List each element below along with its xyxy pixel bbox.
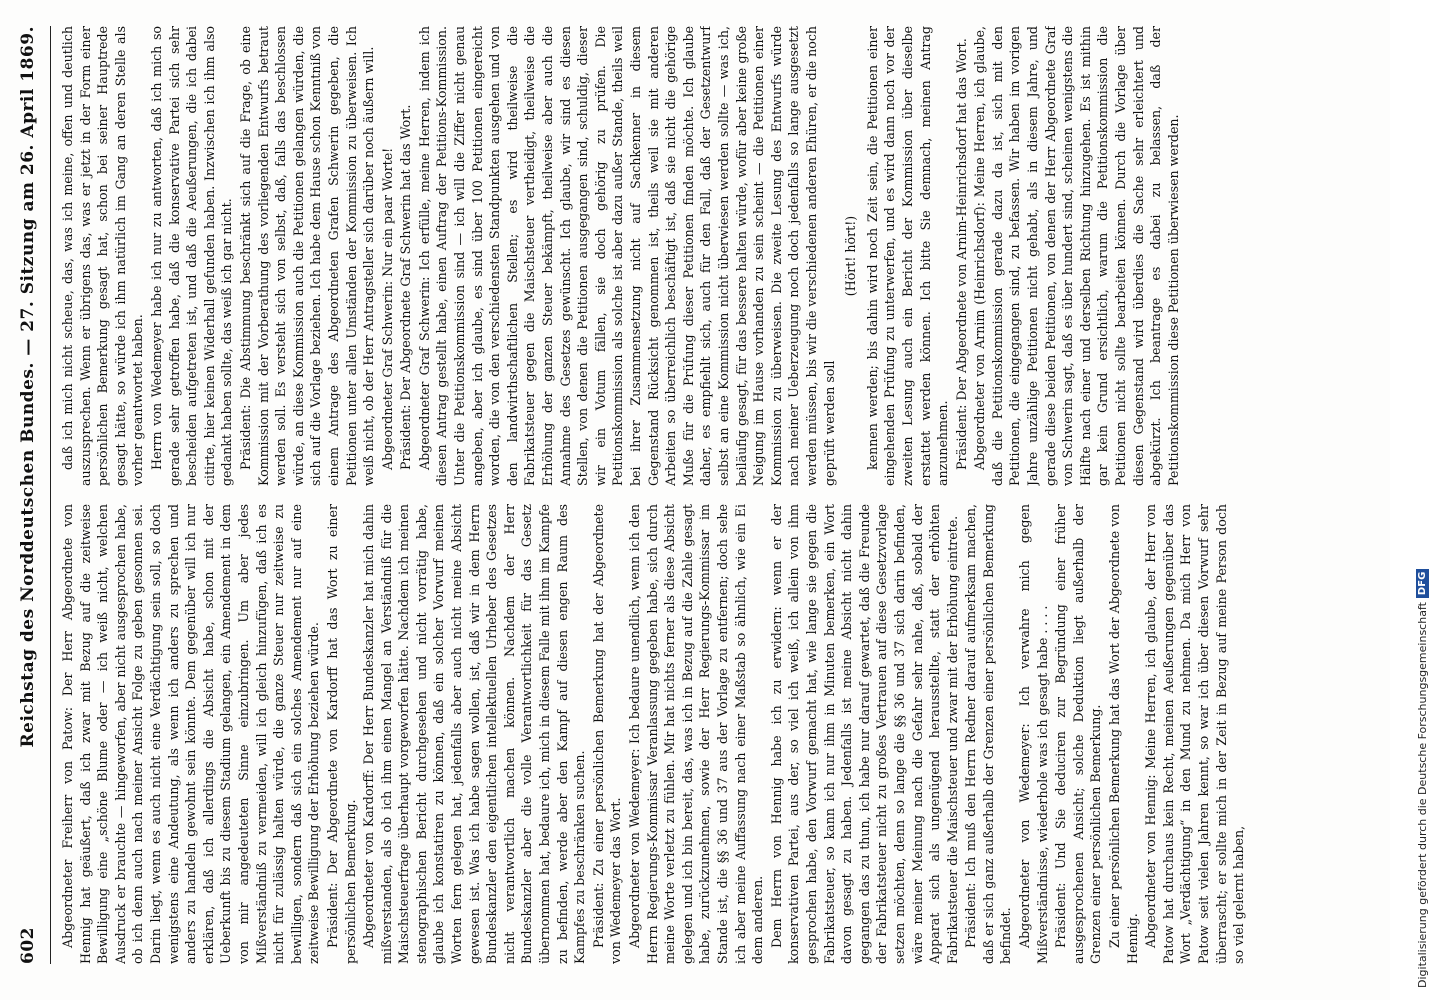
dfg-logo: DFG	[1416, 569, 1429, 598]
paragraph: Zu einer persönlichen Bemerkung hat das Wort der Abgeordnete von Hennig.	[1107, 504, 1140, 964]
text-columns	[59, 26, 1379, 964]
paragraph: Abgeordneter von Wedemeyer: Ich verwahre mich gegen Mißverständnisse, wiederhole was ich gesagt habe . . . .	[1017, 504, 1050, 964]
paragraph: Abgeordneter von Hennig: Meine Herren, ich glaube, der Herr von Patow hat durchaus kein Recht, meinen Aeußerungen gegenüber das Wort „Verdächtigung“ in den Mund zu nehmen. Da mich Herr von Patow seit vielen Jahren kennt, so war ich über diesen Vorwurf sehr überrascht; er sollte mich in der Zeit in Bezug auf meine Person doch so viel gelernt haben,	[1143, 504, 1247, 964]
paragraph: kennen werden; bis dahin wird noch Zeit sein, die Petitionen einer eingehenden Prüfung zu unterwerfen, und es wird dann noch vor der zweiten Lesung auch ein Bericht der Kommission über dieselbe erstattet werden können. Ich bitte Sie demnach, meinen Antrag anzunehmen.	[864, 26, 951, 486]
paragraph: Präsident: Zu einer persönlichen Bemerkung hat der Abgeordnete von Wedemeyer das Wort.	[590, 504, 624, 964]
credit-text: Digitalisierung gefördert durch die Deutsche Forschungsgemeinschaft	[1416, 602, 1429, 988]
paragraph: Abgeordneter von Arnim (Heinrichsdorf): Meine Herren, ich glaube, daß die Petitionskommission gerade dazu da ist, sich mit den Petitionen, die eingegangen sind, zu befassen. Wir haben im vorigen Jahre unzählige Petitionen nicht gehabt, als in diesem Jahre, und gerade diese beiden Petitionen, von denen der Herr Abgeordnete Graf von Schwerin sagt, daß es über hundert sind, scheinen wenigstens die Hälfte nach einer und derselben Richtung hinzugehen. Es ist mithin gar kein Grund ersichtlich, warum die Petitionskommission die Petitionen nicht sollte bearbeiten können. Durch die Vorlage über diesen Gegenstand wird überdies die Sache sehr erleichtert und abgekürzt. Ich beantrage es dabei zu belassen, daß der Petitionskommission diese Petitionen überwiesen werden.	[972, 26, 1181, 486]
running-title: Reichstag des Norddeutschen Bundes. — 27. Sitzung am 26. April 1869.	[18, 26, 38, 748]
digitization-credit	[1414, 0, 1432, 1000]
page-number: 602	[18, 927, 38, 964]
paragraph: Abgeordneter Graf Schwerin: Ich erfülle, meine Herren, indem ich diesen Antrag gestellt habe, einen Auftrag der Petitions-Kommission. Unter die Petitionskommission sind — ich will die Ziffer nicht genau angeben, aber ich glaube, es sind über 100 Petitionen eingereicht worden, die von den verschiedensten Standpunkten ausgehen und von den landwirthschaftlichen Stellen; es wird theilweise die Fabrikatsteuer gegen die Maischsteuer vertheidigt, theilweise die Erhöhung der ganzen Steuer bekämpft, theilweise aber auch die Annahme des Gesetzes gewünscht. Ich glaube, wir sind es diesen Stellen, von denen die Petitionen ausgegangen sind, schuldig, dieser wir ein Votum fällen, sie doch gehörig zu prüfen. Die Petitionskommission als solche ist aber dazu außer Stande, theils weil bei ihrer Zusammensetzung nicht auf Sachkenner in diesem Gegenstand Rücksicht genommen ist, theils weil sie mit anderen Arbeiten so überreichlich beschäftigt ist, daß sie nicht die gehörige Muße für die Prüfung dieser Petitionen finden möchte. Ich glaube daher, es empfiehlt sich, auch für den Fall, daß der Gesetzentwurf selbst an eine Kommission nicht überwiesen werden sollte — was ich, beiläufig gesagt, für das bessere halten würde, wofür aber keine große Neigung im Hause vorhanden zu sein scheint — die Petitionen einer Kommission zu überweisen. Die zweite Lesung des Entwurfs würde nach meiner Ueberzeugung noch doch jedenfalls so lange ausgesetzt werden müssen, bis wir die verschiedenen anderen Ehüren, er die noch geprüft werden soll	[416, 26, 837, 486]
paragraph: Abgeordneter Graf Schwerin: Nur ein paar Worte!	[379, 147, 395, 470]
paragraph: Herrn von Wedemeyer habe ich nur zu antworten, daß ich mich so gerade sehr getroffen habe, daß die konservative Partei sich sehr bescheiden aufgetreten ist, und daß die Aeußerungen, die ich dabei citirte, hier keinen Widerhall gefunden haben. Inzwischen ich ihm also gedankt haben sollte, das weiß ich gar nicht.	[148, 26, 235, 486]
paragraph: Präsident: Der Abgeordnete von Arnim-Heinrichsdorf hat das Wort.	[953, 38, 969, 470]
column-left	[59, 504, 1379, 964]
paragraph: Präsident: Die Abstimmung beschränkt sich auf die Frage, ob eine Kommission mit der Vorberathung des vorliegenden Entwurfs betraut werden soll. Es versteht sich von selbst, daß, falls das beschlossen würde, an diese Kommission auch die Petitionen gelangen würden, die sich auf die Vorlage beziehen. Ich habe dem Hause schon Kenntniß von einem Antrage des Abgeordneten Grafen Schwerin gegeben, die Petitionen unter allen Umständen der Kommission zu überweisen. Ich weiß nicht, ob der Herr Antragsteller sich darüber noch äußern will.	[237, 26, 377, 486]
column-right	[59, 26, 1379, 486]
paragraph: Abgeordneter von Kardorff: Der Herr Bundeskanzler hat mich dahin mißverstanden, als ob ich ihm einen Mangel an Verständniß für die Maischsteuerfrage überhaupt vorgeworfen hätte. Nachdem ich meinen stenographischen Bericht durchgesehen und nicht vorrätig habe, glaube ich konstatiren zu können, daß ein solcher Vorwurf meinen Worten fern gelegen hat, jedenfalls aber auch nicht meine Absicht gewesen ist. Was ich habe sagen wollen, ist, daß wir in dem Herrn Bundeskanzler den eigentlichen intellektuellen Urheber des Gesetzes nicht verantwortlich machen können. Nachdem der Herr Bundeskanzler aber die volle Verantwortlichkeit für das Gesetz übernommen hat, bedaure ich, mich in diesem Falle mit ihm im Kampfe zu befinden, werde aber den Kampf auf diesen engen Raum des Kampfes zu beschränken suchen.	[361, 504, 588, 964]
paragraph: Abgeordneter Freiherr von Patow: Der Herr Abgeordnete von Hennig hat geäußert, daß ich zwar mit Bezug auf die zeitweise Bewilligung eine „schöne Blume oder — ich weiß nicht, welchen Ausdruck er brauchte — hingeworfen, aber nicht ausgesprochen habe, ob ich denn auch nach meiner Ansicht Folge zu geben gesonnen sei. Darin liegt, wenn es auch nicht eine Verdächtigung sein soll, so doch wenigstens eine Andeutung, als wenn ich anders zu sprechen und anders zu handeln gewohnt sein könnte. Dem gegenüber will ich nur erklären, daß ich allerdings die Absicht habe, schon mit der Ueberkunft bis zu diesem Stadium gelangen, ein Amendement in dem von mir angedeuteten Sinne einzubringen. Um aber jedes Mißverständniß zu vermeiden, will ich gleich hinzufügen, daß ich es nicht für zulässig halten würde, die ganze Steuer nur zeitweise zu bewilligen, sondern daß sich ein solches Amendement nur auf eine zeitweise Bewilligung der Erhöhung beziehen würde.	[60, 504, 322, 964]
paragraph: Präsident: Der Abgeordnete von Kardorff hat das Wort zu einer persönlichen Bemerkung.	[324, 504, 358, 964]
paragraph: Präsident: Der Abgeordnete Graf Schwerin hat das Wort.	[398, 104, 414, 470]
paragraph: daß ich mich nicht scheue, das, was ich meine, offen und deutlich auszusprechen. Wenn er übrigens das, was er jetzt in der Form einer persönlichen Bemerkung gesagt hat, schon bei seiner Hauptrede gesagt hätte, so würde ich ihm natürlich im Gang an deren Stelle als vorher geantwortet haben.	[60, 26, 146, 486]
paragraph: Dem Herrn von Hennig habe ich zu erwidern: wenn er der konservativen Partei, aus der, so viel ich weiß, ich allein von ihm gesprochen habe, den Vorwurf gemacht hat, wie lange sie gegen die Fabrikatsteuer, so kann ich nur ihm in Minuten bemerken, ein Wort davon gesagt zu haben. Jedenfalls ist meine Absicht nicht dahin gegangen das zu thun, ich habe nur darauf gewartet, daß die Freunde der Fabrikatsteuer nicht zu großes Vertrauen auf diese Gesetzvorlage setzen möchten, denn so lange die §§ 36 und 37 sich darin befinden, wäre meiner Meinung nach die Gefahr sehr nahe, daß, sobald der Apparat sich als ungenügend herausstellte, statt der erhöhten Fabrikatsteuer die Maischsteuer und zwar mit der Erhöhung eintrete.	[768, 504, 960, 964]
paragraph: Abgeordneter von Wedemeyer: Ich bedaure unendlich, wenn ich den Herrn Regierungs-Kommissar Veranlassung gegeben habe, sich durch meine Worte verletzt zu fühlen. Mir hat nichts ferner als diese Absicht gelegen und ich bin bereit, das, was ich in Bezug auf die Zahle gesagt habe, zurückzunehmen, sowie der Herr Regierungs-Kommissar im Stande ist, die §§ 36 und 37 aus der Vorlage zu entfernen; doch sehe ich aber meine Auffassung nach einer Maßstab so ähnlich, wie ein Ei dem anderen.	[627, 504, 766, 964]
interjection: (Hört! hört!)	[843, 215, 859, 297]
paragraph: Präsident: Ich muß den Herrn Redner darauf aufmerksam machen, daß er sich ganz außerhalb der Grenzen einer persönlichen Bemerkung befindet.	[963, 504, 1014, 964]
paragraph: Präsident: Und Sie deduciren zur Begründung einer früher ausgesprochenen Ansicht; solche Deduktion liegt außerhalb der Grenzen einer persönlichen Bemerkung.	[1053, 504, 1104, 964]
running-head	[18, 26, 51, 964]
